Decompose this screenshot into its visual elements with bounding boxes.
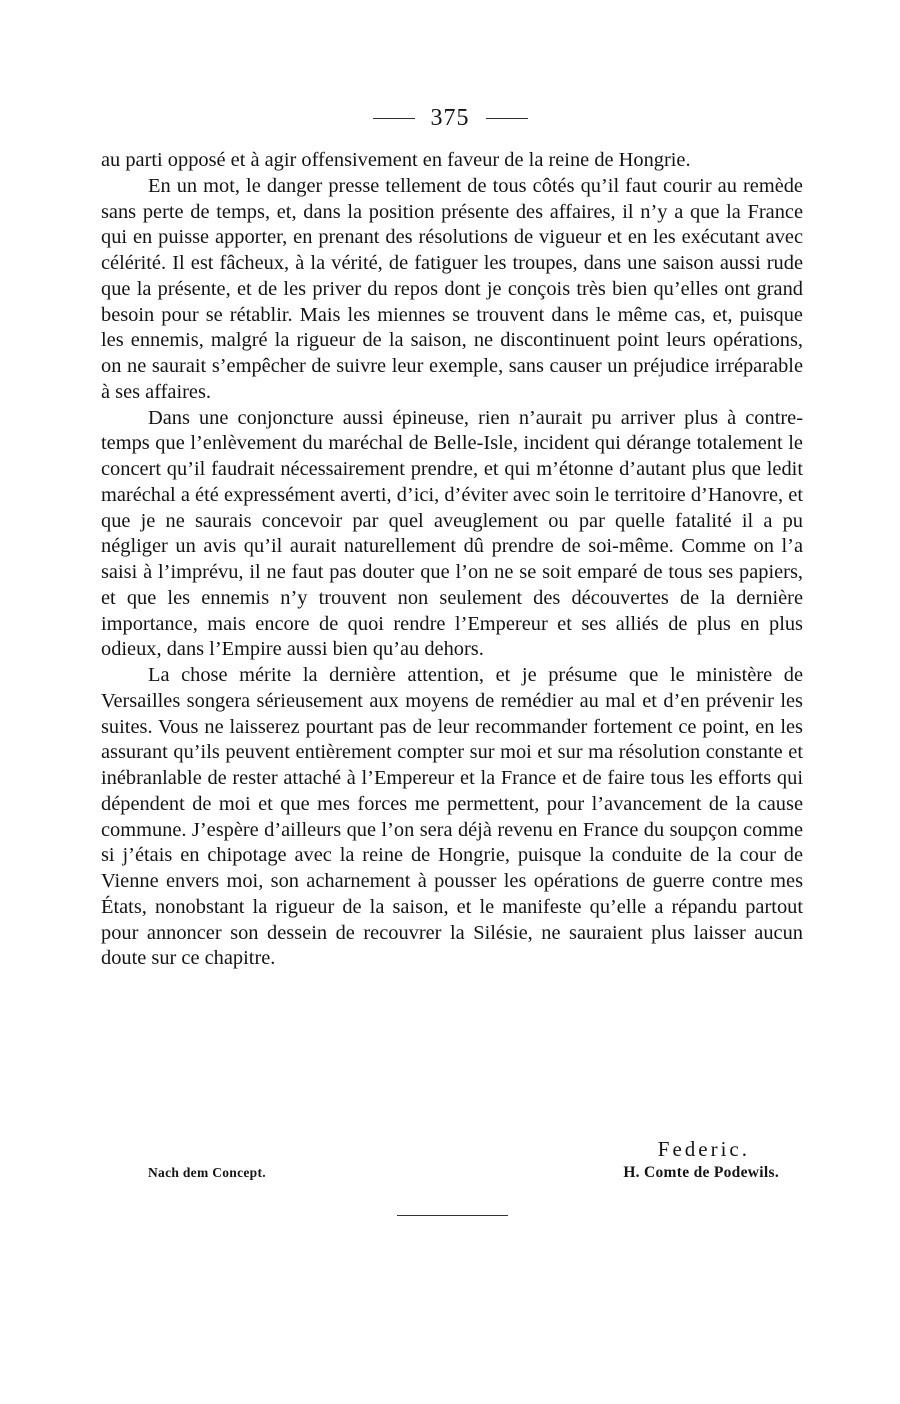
paragraph-4: La chose mérite la dernière attention, et je présume que le ministère de Versailles songera sérieusement aux moyens de remédier au mal et d’en prévenir les suites. Vous ne laisserez pourtant pas de leur recommander fortement ce point, en les assurant qu’ils peuvent entièrement compter sur moi et sur ma résolution constante et inébranlable de rester attaché à l’Empereur et la France et de faire tous les efforts qui dépendent de moi et que mes forces me permettent, pour l’avancement de la cause commune. J’espère d’ailleurs que l’on sera déjà revenu en France du soupçon comme si j’étais en chipotage avec la reine de Hongrie, puisque la conduite de la cour de Vienne envers moi, son acharnement à pousser les opérations de guerre contre mes États, nonobstant la rigueur de la saison, et le manifeste qu’elle a répandu partout pour annoncer son dessein de recouvrer la Silésie, ne sauraient plus laisser aucun doute sur ce chapitre.: [101, 664, 803, 970]
header-dash-right: [486, 118, 528, 119]
header-dash-left: [373, 118, 415, 119]
page-number: 375: [430, 105, 470, 131]
end-divider: [397, 1215, 508, 1216]
paragraph-3: Dans une conjoncture aussi épineuse, rien n’aurait pu arriver plus à contre-temps que l’enlèvement du maréchal de Belle-Isle, incident qui dérange totalement le concert qu’il faudrait nécessairement prendre, et qui m’étonne d’autant plus que ledit maréchal a été expressément averti, d’ici, d’éviter avec soin le territoire d’Hanovre, et que je ne saurais concevoir par quel aveuglement ou par quelle fatalité il a pu négliger un avis qu’il aurait naturellement dû prendre de soi-même. Comme on l’a saisi à l’imprévu, il ne faut pas douter que l’on ne se soit emparé de tous ses papiers, et que les ennemis n’y trouvent non seulement des découvertes de la dernière importance, mais encore de quoi rendre l’Empereur et ses alliés de plus en plus odieux, dans l’Empire aussi bien qu’au dehors.: [101, 406, 803, 661]
paragraph-1: au parti opposé et à agir offensivement en faveur de la reine de Hongrie.: [101, 149, 691, 171]
source-note: Nach dem Concept.: [148, 1165, 266, 1180]
signature: Federic.: [657, 1137, 750, 1161]
page-header: [0, 104, 900, 132]
paragraph-2: En un mot, le danger presse tellement de tous côtés qu’il faut courir au remède sans perte de temps, et, dans la position présente des affaires, il n’y a que la France qui en puisse apporter, en prenant des résolutions de vigueur et en les exécutant avec célérité. Il est fâcheux, à la vérité, de fatiguer les troupes, dans une saison aussi rude que la présente, et de les priver du repos dont je conçois très bien qu’elles ont grand besoin pour se rétablir. Mais les miennes se trouvent dans le même cas, et, puisque les ennemis, malgré la rigueur de la saison, ne discontinuent point leurs opérations, on ne saurait s’empêcher de suivre leur exemple, sans causer un préjudice irréparable à ses affaires.: [101, 174, 803, 403]
letter-body: [101, 148, 803, 972]
countersignature: H. Comte de Podewils.: [623, 1164, 779, 1181]
